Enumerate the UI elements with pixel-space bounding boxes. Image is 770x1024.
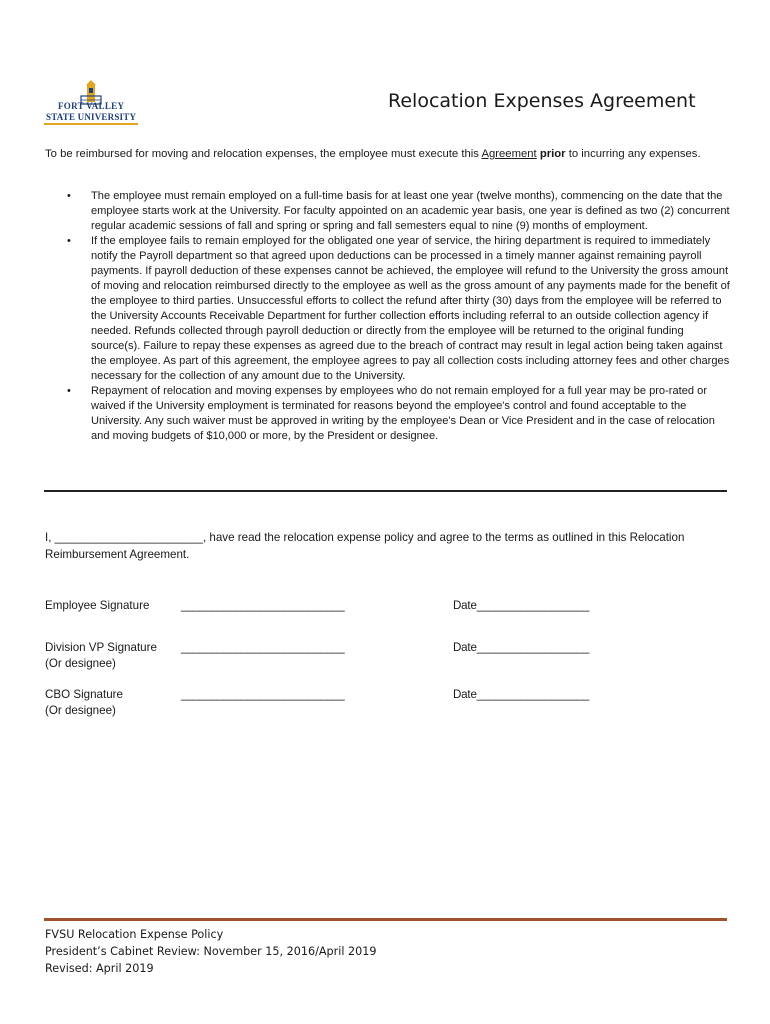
intro-paragraph [45,147,735,162]
cbo-date-field[interactable]: Date__________________ [453,688,590,701]
cbo-designee-note: (Or designee) [45,704,116,717]
footer-divider [44,918,727,921]
employee-signature-field[interactable]: ___________________________ [181,599,345,612]
terms-list [45,189,735,444]
document-title: Relocation Expenses Agreement [388,90,696,112]
list-item [45,189,735,234]
cbo-signature-label: CBO Signature [45,688,123,701]
university-logo [44,80,140,130]
list-item-text: If the employee fails to remain employed for the obligated one year of service, the hiring department is required to immediately notify the Payroll department so that agreed upon deductions can be processed in a timely manner against remaining payroll payments. If payroll deduction of these expenses cannot be achieved, the employee will refund to the University the gross amount of moving and relocation reimbursed directly to the employee as well as the gross amount of any payments made for the benefit of the employee to third parties. Unsuccessful efforts to collect the refund after thirty (30) days from the employee will be referred to the University Accounts Receivable Department for further collection efforts including referral to an outside collection agency if needed. Refunds collected through payroll deduction or directly from the employee will be returned to the original funding source(s). Failure to repay these expenses as agreed due to the breach of contract may result in legal action being taken against the employee. As part of this agreement, the employee agrees to pay all collection costs including attorney fees and other charges necessary for the collection of any amount due to the University. [91,235,730,382]
list-item-text: Repayment of relocation and moving expenses by employees who do not remain employed for a full year may be pro-rated or waived if the University employment is terminated for reasons beyond the employee's control and found acceptable to the University. Any such waiver must be approved in writing by the employee's Dean or Vice President and in the case of relocation and moving budgets of $10,000 or more, by the President or designee. [91,385,715,442]
intro-text: To be reimbursed for moving and relocation expenses, the employee must execute this [45,148,482,160]
employee-date-field[interactable]: Date__________________ [453,599,590,612]
division-vp-date-field[interactable]: Date__________________ [453,641,590,654]
agreement-link[interactable]: Agreement [481,148,537,160]
logo-text-line1: FORT VALLEY [58,101,125,111]
bullet-icon: • [67,190,71,202]
division-vp-signature-field[interactable]: ___________________________ [181,641,345,654]
division-vp-signature-label: Division VP Signature [45,641,157,654]
employee-signature-label: Employee Signature [45,599,150,612]
logo-text-line2: STATE UNIVERSITY [46,112,137,122]
section-divider [44,490,727,492]
division-vp-designee-note: (Or designee) [45,657,116,670]
footer-review-date: President’s Cabinet Review: November 15, 2016/April 2019 [45,945,377,958]
prior-emphasis: prior [539,148,566,160]
logo-underline [44,123,138,125]
list-item-text: The employee must remain employed on a full-time basis for at least one year (twelve months), commencing on the date that the employee starts work at the University. For faculty appointed on an academic year basis, one year is defined as two (2) concurrent regular academic sessions of fall and spring or spring and fall semesters equal to nine (9) months of employment. [91,190,730,232]
bullet-icon: • [67,385,71,397]
footer-policy-name: FVSU Relocation Expense Policy [45,928,224,941]
bullet-icon: • [67,235,71,247]
list-item [45,234,735,384]
cbo-signature-field[interactable]: ___________________________ [181,688,345,701]
list-item [45,384,735,444]
footer-revised-date: Revised: April 2019 [45,962,154,975]
intro-text-end: to incurring any expenses. [565,148,701,160]
acknowledgement-statement: I, _______________________, have read the relocation expense policy and agree to the terms as outlined in this Relocation Reimbursement Agreement. [45,531,685,561]
